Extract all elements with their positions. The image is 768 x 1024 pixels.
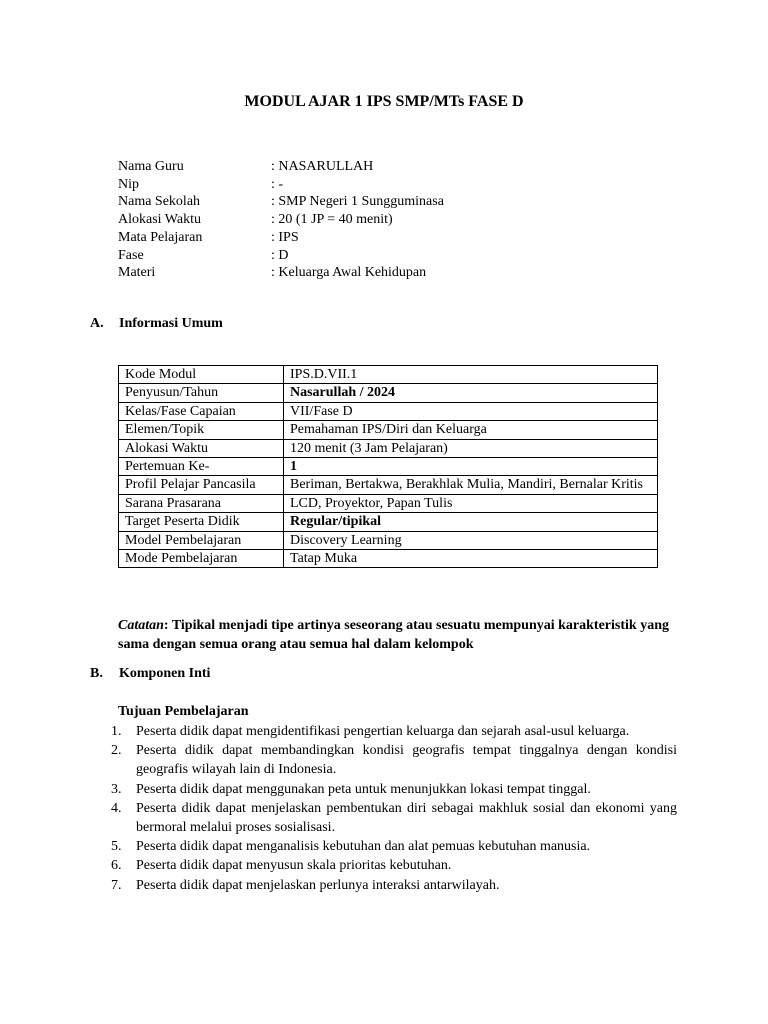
section-title: Informasi Umum: [119, 316, 223, 331]
table-value-cell: Beriman, Bertakwa, Berakhlak Mulia, Mandiri, Bernalar Kritis: [284, 476, 658, 494]
table-row: [119, 513, 658, 531]
list-item: [111, 856, 677, 875]
section-letter: B.: [90, 666, 103, 681]
note-label: Catatan: [118, 618, 164, 633]
list-item: [111, 741, 677, 779]
list-number: 4.: [111, 800, 122, 816]
list-text: Peserta didik dapat menyusun skala prioritas kebutuhan.: [136, 858, 452, 874]
table-row: [119, 550, 658, 568]
table-value-cell: Regular/tipikal: [284, 513, 658, 531]
objectives-list: [111, 722, 677, 895]
list-number: 5.: [111, 839, 122, 855]
table-value-cell: IPS.D.VII.1: [284, 366, 658, 384]
list-text: Peserta didik dapat menjelaskan perlunya interaksi antarwilayah.: [136, 877, 500, 893]
section-letter: A.: [90, 316, 104, 331]
identity-row: [118, 247, 444, 265]
table-row: [119, 366, 658, 384]
table-row: [119, 458, 658, 476]
section-b-heading: [90, 666, 210, 682]
list-number: 3.: [111, 781, 122, 797]
list-text: Peserta didik dapat membandingkan kondisi geografis tempat tinggalnya dengan kondisi geografis wilayah lain di Indonesia.: [136, 743, 677, 778]
table-value-cell: Pemahaman IPS/Diri dan Keluarga: [284, 421, 658, 439]
table-row: [119, 384, 658, 402]
table-key-cell: Penyusun/Tahun: [119, 384, 284, 402]
identity-value: : Keluarga Awal Kehidupan: [271, 265, 427, 281]
identity-value: : -: [271, 176, 284, 192]
table-value-cell: Discovery Learning: [284, 531, 658, 549]
identity-label: Nama Sekolah: [118, 194, 201, 210]
table-row: [119, 476, 658, 494]
list-number: 2.: [111, 743, 122, 759]
identity-label: Nama Guru: [118, 159, 184, 174]
list-item: [111, 799, 677, 837]
table-value-cell: 120 menit (3 Jam Pelajaran): [284, 439, 658, 457]
table-row: [119, 421, 658, 439]
list-number: 6.: [111, 858, 122, 874]
list-text: Peserta didik dapat menggunakan peta untuk menunjukkan lokasi tempat tinggal.: [136, 781, 591, 797]
identity-value: : SMP Negeri 1 Sungguminasa: [271, 194, 444, 210]
table-row: [119, 494, 658, 512]
section-title: Komponen Inti: [119, 666, 211, 681]
objectives-heading: Tujuan Pembelajaran: [118, 704, 249, 719]
list-item: [111, 837, 677, 856]
identity-value: : IPS: [271, 229, 299, 245]
list-item: [111, 780, 677, 799]
identity-label: Mata Pelajaran: [118, 229, 203, 245]
table-row: [119, 402, 658, 420]
table-row: [119, 531, 658, 549]
table-key-cell: Kelas/Fase Capaian: [119, 402, 284, 420]
identity-row: [118, 264, 444, 282]
table-key-cell: Profil Pelajar Pancasila: [119, 476, 284, 494]
table-value-cell: LCD, Proyektor, Papan Tulis: [284, 494, 658, 512]
table-value-cell: Tatap Muka: [284, 550, 658, 568]
table-key-cell: Sarana Prasarana: [119, 494, 284, 512]
identity-label: Alokasi Waktu: [118, 212, 201, 228]
note-text: : Tipikal menjadi tipe artinya seseorang atau sesuatu mempunyai karakteristik yang sama dengan semua orang atau semua hal dalam kelompok: [118, 618, 669, 652]
identity-value: : D: [271, 247, 289, 263]
list-text: Peserta didik dapat menganalisis kebutuhan dan alat pemuas kebutuhan manusia.: [136, 839, 591, 855]
identity-row: [118, 176, 444, 194]
identity-label: Fase: [118, 247, 144, 263]
list-number: 7.: [111, 877, 122, 893]
table-key-cell: Pertemuan Ke-: [119, 458, 284, 476]
table-value-cell: 1: [284, 458, 658, 476]
identity-label: Nip: [118, 176, 139, 192]
identity-row: [118, 193, 444, 211]
list-number: 1.: [111, 724, 122, 739]
table-value-cell: VII/Fase D: [284, 402, 658, 420]
table-key-cell: Mode Pembelajaran: [119, 550, 284, 568]
identity-row: [118, 229, 444, 247]
table-key-cell: Elemen/Topik: [119, 421, 284, 439]
table-key-cell: Alokasi Waktu: [119, 439, 284, 457]
list-item: [111, 876, 677, 895]
list-text: Peserta didik dapat menjelaskan pembentukan diri sebagai makhluk sosial dan ekonomi yang bermoral melalui proses sosialisasi.: [136, 800, 677, 836]
identity-row: [118, 158, 444, 176]
general-info-table: [118, 365, 658, 568]
list-item: [111, 722, 677, 741]
section-a-heading: [90, 316, 223, 332]
list-text: Peserta didik dapat mengidentifikasi pengertian keluarga dan sejarah asal-usul keluarga.: [136, 724, 630, 739]
identity-label: Materi: [118, 265, 156, 281]
table-value-cell: Nasarullah / 2024: [284, 384, 658, 402]
identity-value: : NASARULLAH: [271, 159, 374, 174]
table-key-cell: Kode Modul: [119, 366, 284, 384]
identity-row: [118, 211, 444, 229]
table-row: [119, 439, 658, 457]
table-key-cell: Model Pembelajaran: [119, 531, 284, 549]
identity-block: [118, 158, 444, 282]
document-title: MODUL AJAR 1 IPS SMP/MTs FASE D: [244, 93, 524, 110]
note-paragraph: [118, 616, 683, 654]
table-key-cell: Target Peserta Didik: [119, 513, 284, 531]
identity-value: : 20 (1 JP = 40 menit): [271, 212, 393, 228]
